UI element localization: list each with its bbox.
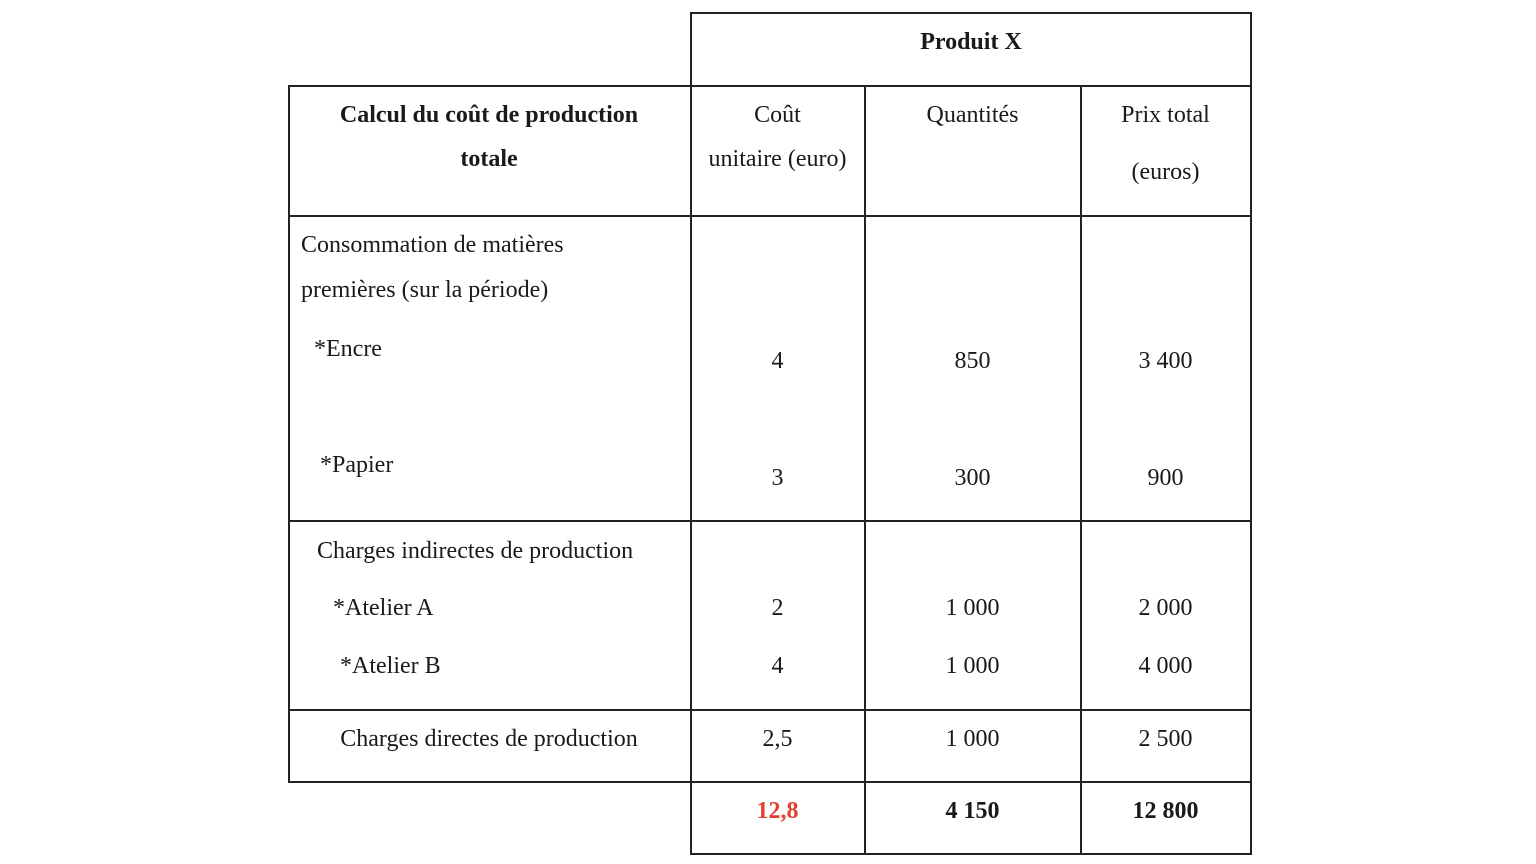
unit-cost-cell: 4 [771,653,784,679]
product-header: Produit X [920,29,1022,55]
unit-cost-header: Coût [754,102,801,128]
quantities-header: Quantités [926,102,1019,128]
total-cell: 3 400 [1138,348,1193,374]
table-border [288,520,1252,522]
total-price-header: (euros) [1131,159,1200,185]
table-border [288,85,1252,87]
section-title: Consommation de matières [301,232,564,258]
label-column-header: totale [460,146,518,172]
grand-total: 12 800 [1132,798,1199,824]
section-title: Charges indirectes de production [317,538,634,564]
total-cell: 4 000 [1138,653,1193,679]
total-price-header: Prix total [1121,102,1210,128]
total-cell: 900 [1147,465,1184,491]
table-border [690,12,1252,14]
unit-cost-cell: 2 [771,595,784,621]
section-title: premières (sur la période) [301,277,549,303]
unit-cost-header: unitaire (euro) [708,146,847,172]
table-border [288,709,1252,711]
quantity-cell: 850 [954,348,991,374]
table-border [690,853,1252,855]
quantity-cell: 1 000 [945,653,1000,679]
label-column-header: Calcul du coût de production [339,102,639,128]
table-border [288,85,290,782]
row-label: *Papier [320,452,394,478]
unit-cost-cell: 4 [771,348,784,374]
row-label: Charges directes de production [340,726,638,752]
quantity-cell: 300 [954,465,991,491]
total-quantity: 4 150 [945,798,1000,824]
table-border [288,215,1252,217]
table-border [288,781,1252,783]
total-unit-cost: 12,8 [756,798,799,824]
unit-cost-cell: 2,5 [762,726,793,752]
total-cell: 2 500 [1138,726,1193,752]
unit-cost-cell: 3 [771,465,784,491]
row-label: *Encre [314,336,382,362]
row-label: *Atelier B [340,653,441,679]
total-cell: 2 000 [1138,595,1193,621]
quantity-cell: 1 000 [945,595,1000,621]
quantity-cell: 1 000 [945,726,1000,752]
row-label: *Atelier A [333,595,434,621]
